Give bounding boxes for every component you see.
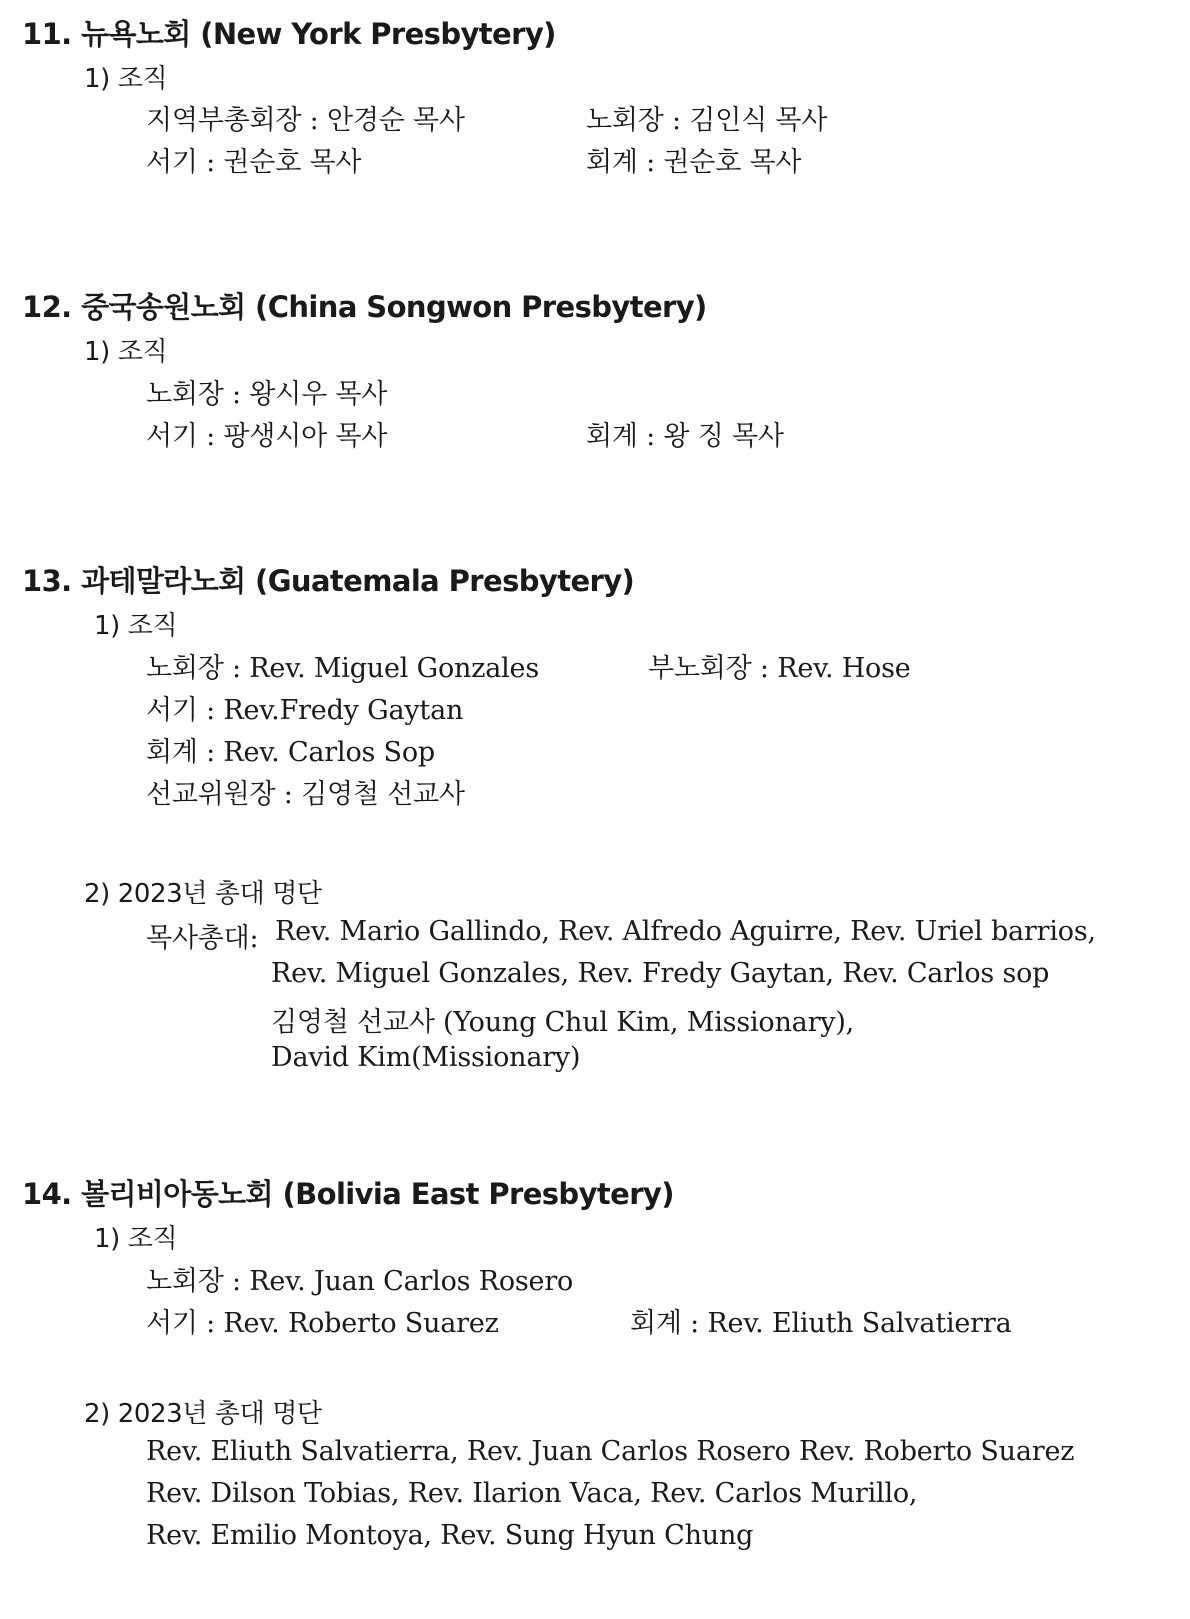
section-13-delegates-line-2: Rev. Miguel Gonzales, Rev. Fredy Gaytan, Rev. Carlos sop <box>271 958 1050 989</box>
section-14-delegates-label: 2) 2023년 총대 명단 <box>84 1399 322 1429</box>
section-14-org-label: 1) 조직 <box>94 1224 178 1254</box>
section-11-org-label: 1) 조직 <box>84 64 168 94</box>
section-12-org-label: 1) 조직 <box>84 337 168 367</box>
section-11-moderator: 노회장 : 김인식 목사 <box>586 105 828 136</box>
section-13-vice-moderator: 부노회장 : Rev. Hose <box>648 653 911 684</box>
section-11-clerk: 서기 : 권순호 목사 <box>146 147 362 178</box>
section-13-delegates-line-4: David Kim(Missionary) <box>271 1042 581 1073</box>
section-13-delegates-label: 2) 2023년 총대 명단 <box>84 879 322 909</box>
section-14-delegates-line-1: Rev. Eliuth Salvatierra, Rev. Juan Carlos Rosero Rev. Roberto Suarez <box>146 1436 1075 1467</box>
section-12-treasurer: 회계 : 왕 징 목사 <box>586 421 784 452</box>
section-14-delegates-line-2: Rev. Dilson Tobias, Rev. Ilarion Vaca, Rev. Carlos Murillo, <box>146 1478 918 1509</box>
section-14-moderator: 노회장 : Rev. Juan Carlos Rosero <box>146 1266 574 1297</box>
section-13-mission-chair: 선교위원장 : 김영철 선교사 <box>146 779 465 810</box>
section-13-delegates-prefix: 목사총대: <box>146 923 259 954</box>
section-13-moderator: 노회장 : Rev. Miguel Gonzales <box>146 653 539 684</box>
section-14-clerk: 서기 : Rev. Roberto Suarez <box>146 1308 499 1339</box>
section-12-moderator: 노회장 : 왕시우 목사 <box>146 379 388 410</box>
section-14-delegates-line-3: Rev. Emilio Montoya, Rev. Sung Hyun Chung <box>146 1520 754 1551</box>
section-13-treasurer: 회계 : Rev. Carlos Sop <box>146 737 435 768</box>
section-13-delegates-line-1: Rev. Mario Gallindo, Rev. Alfredo Aguirre, Rev. Uriel barrios, <box>275 916 1096 947</box>
section-11-title: 11. 뉴욕노회 (New York Presbytery) <box>22 17 556 51</box>
section-13-clerk: 서기 : Rev.Fredy Gaytan <box>146 695 464 726</box>
section-12-title: 12. 중국송원노회 (China Songwon Presbytery) <box>22 290 707 324</box>
section-13-org-label: 1) 조직 <box>94 611 178 641</box>
section-13-delegates-line-3: 김영철 선교사 (Young Chul Kim, Missionary), <box>271 1007 855 1038</box>
section-13-title: 13. 과테말라노회 (Guatemala Presbytery) <box>22 564 635 598</box>
section-12-clerk: 서기 : 팡생시아 목사 <box>146 421 388 452</box>
section-11-vice-moderator: 지역부총회장 : 안경순 목사 <box>146 105 465 136</box>
section-14-title: 14. 볼리비아동노회 (Bolivia East Presbytery) <box>22 1177 674 1211</box>
section-11-treasurer: 회계 : 권순호 목사 <box>586 147 802 178</box>
section-14-treasurer: 회계 : Rev. Eliuth Salvatierra <box>630 1308 1012 1339</box>
